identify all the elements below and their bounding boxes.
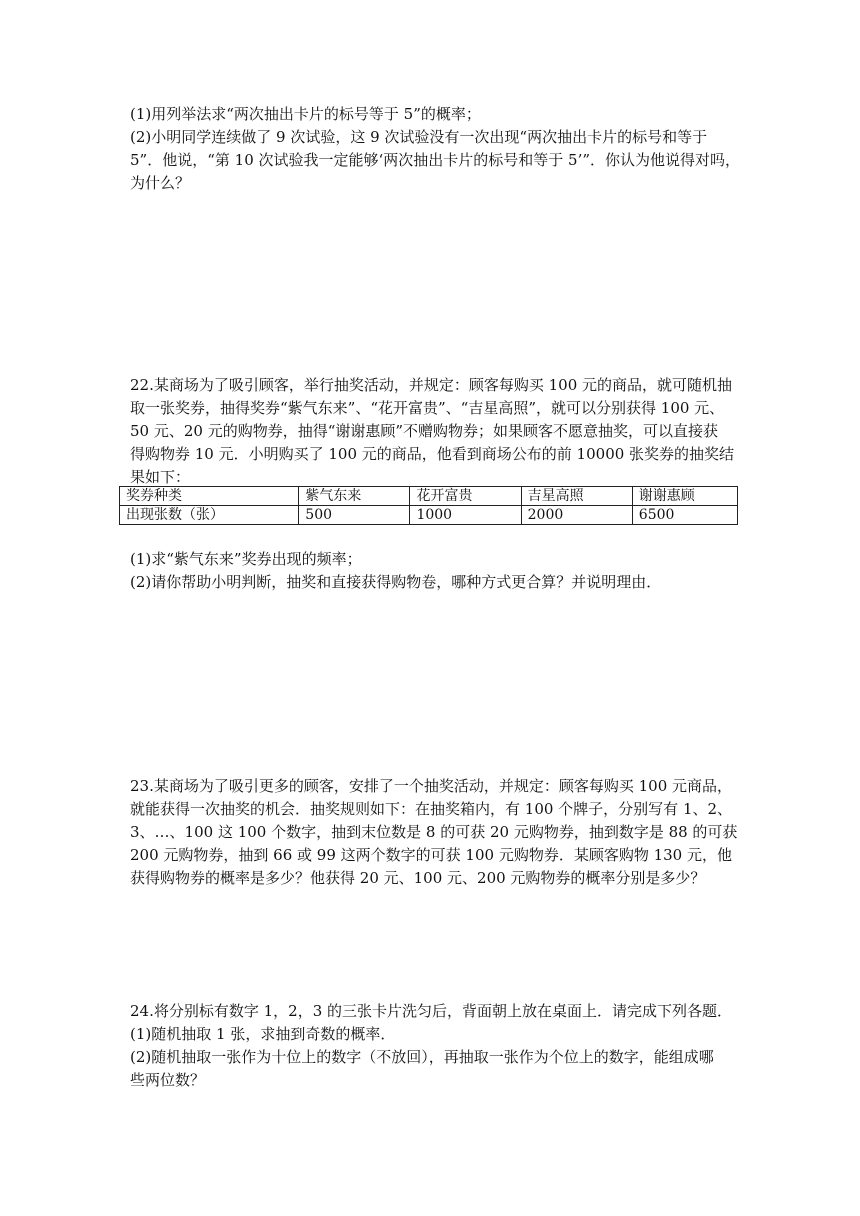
q22-line-1: 22.某商场为了吸引顾客，举行抽奖活动，并规定：顾客每购买 100 元的商品，就可随机抽	[130, 376, 733, 394]
q23-line-1: 23.某商场为了吸引更多的顾客，安排了一个抽奖活动，并规定：顾客每购买 100 元商品，	[130, 777, 733, 795]
q21-part-2-line-3: 为什么？	[130, 174, 191, 192]
q24-part-2-line-2: 些两位数？	[130, 1071, 206, 1089]
table-cell: 2000	[521, 506, 632, 525]
q22-line-4: 得购物券 10 元．小明购买了 100 元的商品，他看到商场公布的前 10000 张奖券的抽奖结	[130, 445, 735, 463]
table-header-row	[120, 487, 738, 506]
question-23	[130, 775, 740, 890]
table-cell: 6500	[632, 506, 737, 525]
q23-line-4: 200 元购物券，抽到 66 或 99 这两个数字的可获 100 元购物券．某顾客购物 130 元，他	[130, 846, 732, 864]
table-header-cell: 花开富贵	[410, 487, 521, 506]
q24-part-2-line-1: (2)随机抽取一张作为十位上的数字（不放回），再抽取一张作为个位上的数字，能组成哪	[130, 1048, 714, 1066]
q22-part-2: (2)请你帮助小明判断，抽奖和直接获得购物卷，哪种方式更合算？并说明理由．	[130, 573, 662, 591]
table-cell: 500	[299, 506, 410, 525]
table-header-cell: 吉星高照	[521, 487, 632, 506]
q24-part-1: (1)随机抽取 1 张，求抽到奇数的概率．	[130, 1025, 396, 1043]
table-header-cell: 紫气东来	[299, 487, 410, 506]
q22-line-5: 果如下：	[130, 468, 191, 486]
q23-line-3: 3、…、100 这 100 个数字，抽到末位数是 8 的可获 20 元购物券，抽到数字是 88 的可获	[130, 823, 738, 841]
q22-line-3: 50 元、20 元的购物券，抽得“谢谢惠顾”不赠购物券；如果顾客不愿意抽奖，可以直接获	[130, 422, 719, 440]
question-22-parts	[130, 548, 740, 594]
q21-part-2-line-1: (2)小明同学连续做了 9 次试验，这 9 次试验没有一次出现“两次抽出卡片的标号和等于	[130, 128, 708, 146]
table-cell: 1000	[410, 506, 521, 525]
ticket-results-table	[119, 486, 738, 525]
q22-part-1: (1)求“紫气东来”奖券出现的频率；	[130, 550, 362, 568]
q21-part-2-line-2: 5”．他说，“第 10 次试验我一定能够‘两次抽出卡片的标号和等于 5’”．你认为他说得对吗，	[130, 151, 741, 169]
question-21-parts	[130, 103, 740, 195]
q21-part-1: (1)用列举法求“两次抽出卡片的标号等于 5”的概率；	[130, 105, 481, 123]
table-header-cell: 谢谢惠顾	[632, 487, 737, 506]
q23-line-5: 获得购物券的概率是多少？他获得 20 元、100 元、200 元购物券的概率分别是多少？	[130, 869, 706, 887]
table-row	[120, 506, 738, 525]
table-header-cell: 奖券种类	[120, 487, 299, 506]
question-22	[130, 374, 740, 489]
table-cell: 出现张数（张）	[120, 506, 299, 525]
q23-line-2: 就能获得一次抽奖的机会．抽奖规则如下：在抽奖箱内，有 100 个牌子，分别写有 1、2、	[130, 800, 733, 818]
q22-line-2: 取一张奖券，抽得奖券“紫气东来”、“花开富贵”、“吉星高照”，就可以分别获得 100 元、	[130, 399, 725, 417]
q24-line-1: 24.将分别标有数字 1，2，3 的三张卡片洗匀后，背面朝上放在桌面上．请完成下列各题．	[130, 1002, 733, 1020]
question-24	[130, 1000, 740, 1092]
